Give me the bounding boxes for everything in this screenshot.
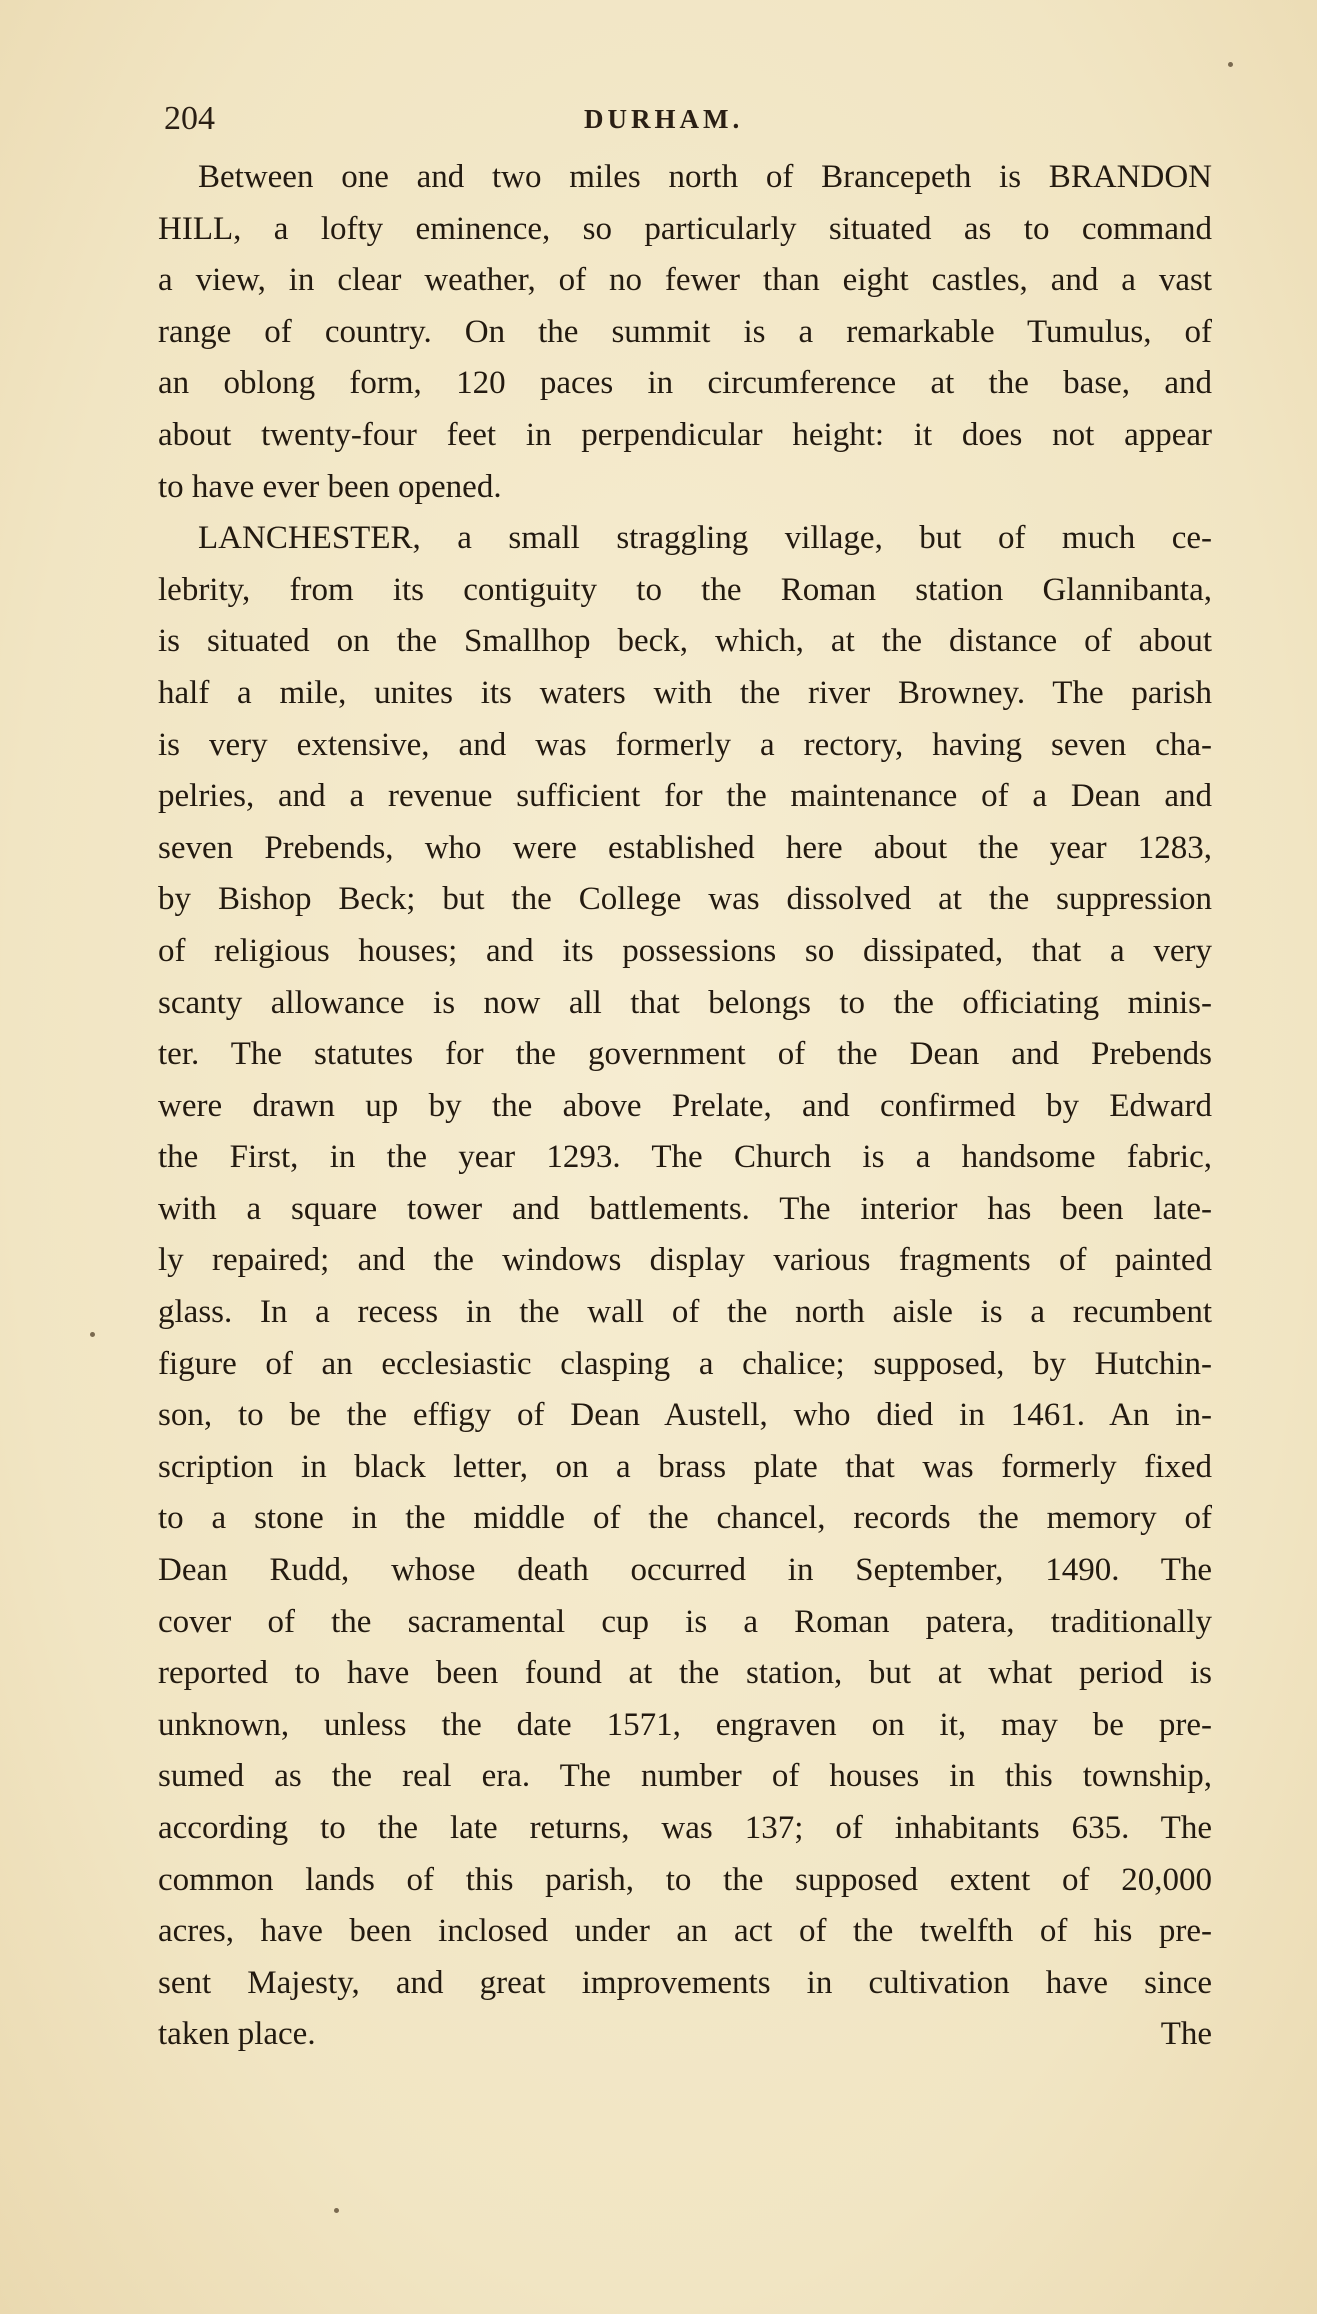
text-line: the First, in the year 1293. The Church is a handsome fabric, — [158, 1139, 1212, 1176]
text-line: half a mile, unites its waters with the river Browney. The parish — [158, 674, 1212, 711]
text-line: LANCHESTER, a small straggling village, but of much ce- — [198, 520, 1212, 557]
text-line: reported to have been found at the station, but at what period is — [158, 1655, 1212, 1692]
text-line: seven Prebends, who were established here about the year 1283, — [158, 829, 1212, 866]
text-line: sumed as the real era. The number of houses in this township, — [158, 1758, 1212, 1795]
text-line: common lands of this parish, to the supposed extent of 20,000 — [158, 1861, 1212, 1898]
text-line: an oblong form, 120 paces in circumference at the base, and — [158, 365, 1212, 402]
body-text — [158, 152, 1212, 2061]
text-line: range of country. On the summit is a remarkable Tumulus, of — [158, 313, 1212, 350]
text-line: of religious houses; and its possessions so dissipated, that a very — [158, 932, 1212, 969]
text-line: according to the late returns, was 137; of inhabitants 635. The — [158, 1810, 1212, 1846]
text-line: sent Majesty, and great improvements in cultivation have since — [158, 1964, 1212, 2001]
text-line: scription in black letter, on a brass plate that was formerly fixed — [158, 1448, 1212, 1485]
text-line: Dean Rudd, whose death occurred in September, 1490. The — [158, 1552, 1212, 1589]
text-line: HILL, a lofty eminence, so particularly situated as to command — [158, 210, 1212, 247]
paper-speck — [1228, 62, 1233, 67]
text-line — [158, 2009, 1212, 2061]
text-line: glass. In a recess in the wall of the north aisle is a recumbent — [158, 1294, 1212, 1331]
text-line: unknown, unless the date 1571, engraven on it, may be pre- — [158, 1706, 1212, 1743]
text-line: to a stone in the middle of the chancel, records the memory of — [158, 1500, 1212, 1537]
text-line: a view, in clear weather, of no fewer than eight castles, and a vast — [158, 262, 1212, 299]
text-line: Between one and two miles north of Brancepeth is BRANDON — [198, 159, 1212, 195]
paper-speck — [90, 1332, 95, 1337]
text-line: is very extensive, and was formerly a rectory, having seven cha- — [158, 726, 1212, 763]
text-line: pelries, and a revenue sufficient for the maintenance of a Dean and — [158, 778, 1212, 815]
page-header — [164, 100, 1214, 140]
text-line: son, to be the effigy of Dean Austell, who died in 1461. An in- — [158, 1397, 1212, 1434]
text-line: ly repaired; and the windows display various fragments of painted — [158, 1242, 1212, 1279]
catchword: The — [1160, 2016, 1212, 2053]
text-line: scanty allowance is now all that belongs to the officiating minis- — [158, 984, 1212, 1021]
paper-speck — [334, 2208, 339, 2213]
final-sentence: taken place. — [158, 2016, 316, 2053]
running-head: DURHAM. — [584, 104, 744, 134]
text-line: ter. The statutes for the government of the Dean and Prebends — [158, 1036, 1212, 1073]
text-line: lebrity, from its contiguity to the Roman station Glannibanta, — [158, 571, 1212, 608]
text-line: is situated on the Smallhop beck, which, at the distance of about — [158, 623, 1212, 660]
page-number: 204 — [164, 100, 215, 137]
text-line: by Bishop Beck; but the College was dissolved at the suppression — [158, 881, 1212, 918]
text-line: to have ever been opened. — [158, 468, 502, 505]
text-line: with a square tower and battlements. The interior has been late- — [158, 1190, 1212, 1227]
text-line: cover of the sacramental cup is a Roman patera, traditionally — [158, 1603, 1212, 1640]
text-line: figure of an ecclesiastic clasping a chalice; supposed, by Hutchin- — [158, 1345, 1212, 1382]
text-line: acres, have been inclosed under an act of the twelfth of his pre- — [158, 1913, 1212, 1950]
text-line: were drawn up by the above Prelate, and confirmed by Edward — [158, 1087, 1212, 1124]
text-line: about twenty-four feet in perpendicular height: it does not appear — [158, 416, 1212, 453]
